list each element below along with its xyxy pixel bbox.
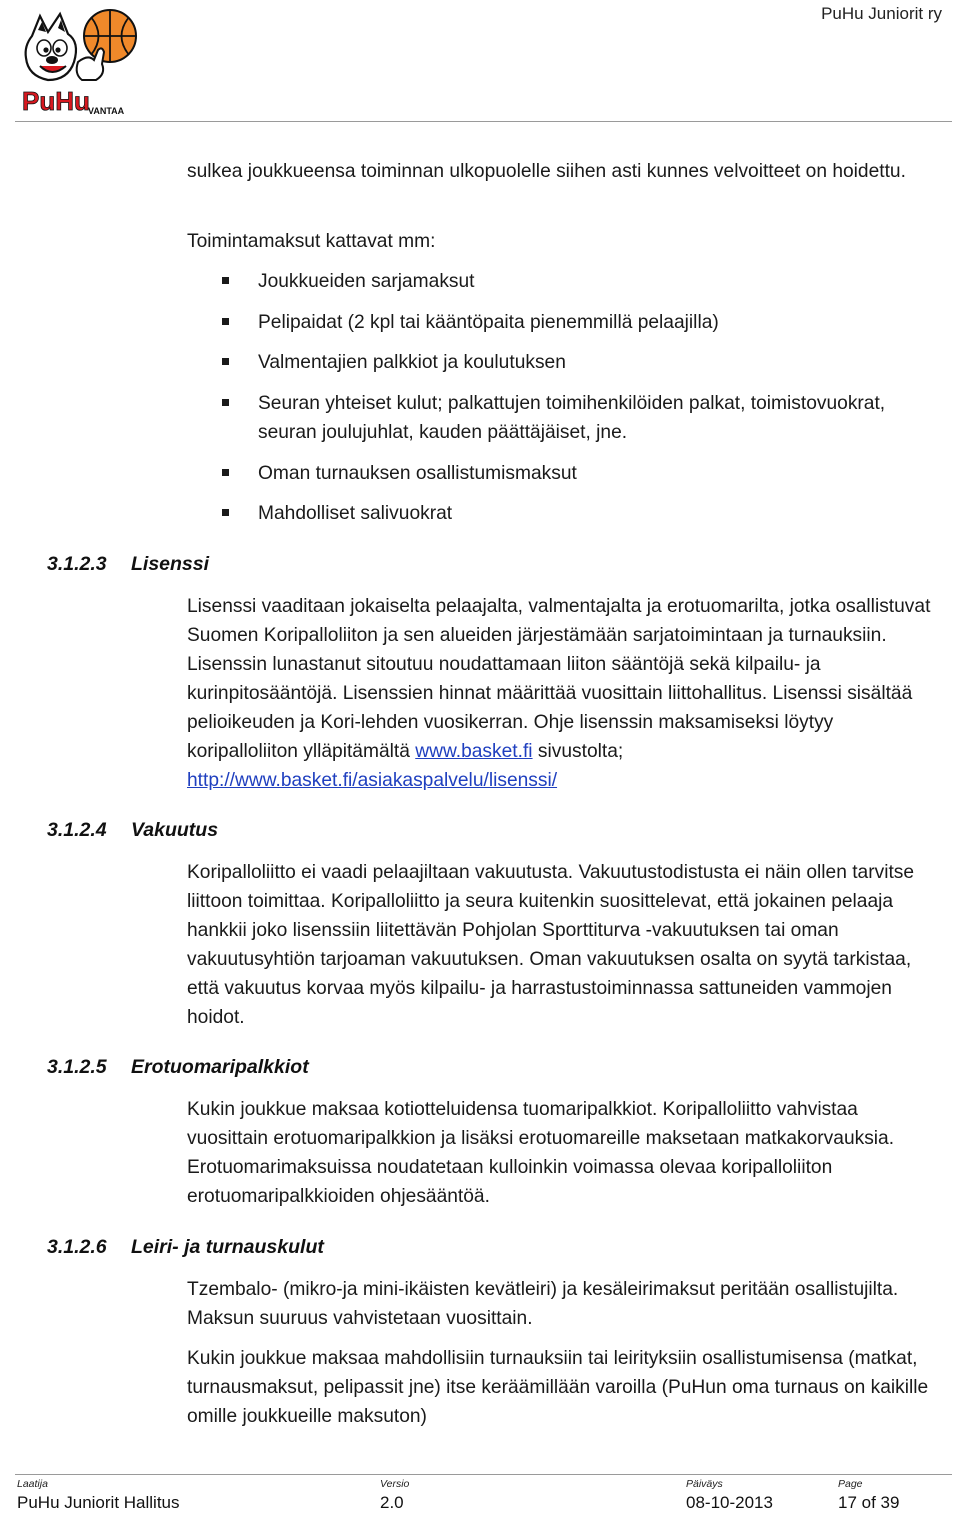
footer-author: Laatija PuHu Juniorit Hallitus <box>17 1478 180 1512</box>
license-info-link[interactable]: http://www.basket.fi/asiakaspalvelu/lisenssi/ <box>187 770 558 791</box>
section-text-vakuutus: Koripalloliitto ei vaadi pelaajiltaan vakuutusta. Vakuutustodistusta ei näin ollen tarvitse liittoon toimittaa. Koripalloliitto ja seura kuitenkin suosittelevat, että jokainen pelaaja hankkii joko lisenssiin liitettävän Pohjolan Sporttiturva -vakuutuksen tai oman vakuutusyhtiön tarjoaman vakuutuksen. Oman vakuutuksen osalta on syytä tarkistaa, että vakuutus korvaa myös kilpailu- ja harrastustoiminnassa sattuneiden vammojen hoidot. <box>187 862 915 1028</box>
section-text-leiri-turnauskulut: Tzembalo- (mikro-ja mini-ikäisten kevätleiri) ja kesäleirimaksut peritään osallistujilta. Maksun suuruus vahvistetaan vuosittain. <box>187 1279 899 1329</box>
puhu-logo <box>18 2 140 118</box>
section-text-leiri-turnauskulut-2: Kukin joukkue maksaa mahdollisiin turnauksiin tai leirityksiin osallistumisensa (matkat, turnausmaksut, pelipassit jne) itse keräämillään varoilla (PuHun oma turnaus on kaikille omille joukkueille maksuton) <box>187 1348 929 1427</box>
square-bullet-icon <box>222 277 229 284</box>
footer-date: Päiväys 08-10-2013 <box>686 1478 773 1512</box>
continued-paragraph: sulkea joukkueensa toiminnan ulkopuolelle siihen asti kunnes velvoitteet on hoidettu. <box>187 161 906 182</box>
section-heading-erotuomaripalkkiot: 3.1.2.5 Erotuomaripalkkiot <box>47 1056 309 1078</box>
list-item: Oman turnauksen osallistumismaksut <box>258 459 908 488</box>
list-item: Valmentajien palkkiot ja koulutuksen <box>258 348 908 377</box>
footer-page: Page 17 of 39 <box>838 1478 900 1512</box>
header-divider <box>15 121 952 122</box>
fees-intro: Toimintamaksut kattavat mm: <box>187 231 436 252</box>
footer-divider <box>15 1474 952 1475</box>
square-bullet-icon <box>222 469 229 476</box>
square-bullet-icon <box>222 318 229 325</box>
basket-fi-link[interactable]: www.basket.fi <box>415 741 533 762</box>
square-bullet-icon <box>222 399 229 406</box>
section-heading-vakuutus: 3.1.2.4 Vakuutus <box>47 819 219 841</box>
section-heading-leiri-turnauskulut: 3.1.2.6 Leiri- ja turnauskulut <box>47 1236 324 1258</box>
section-text-erotuomaripalkkiot: Kukin joukkue maksaa kotiotteluidensa tuomaripalkkiot. Koripalloliitto vahvistaa vuosittain erotuomaripalkkion ja lisäksi erotuomareille maksetaan matkakorvauksia. Erotuomarimaksuissa noudatetaan kulloinkin voimassa olevaa koripalloliiton erotuomaripalkkioiden ohjesääntöä. <box>187 1099 895 1207</box>
square-bullet-icon <box>222 358 229 365</box>
organization-name: PuHu Juniorit ry <box>821 4 942 23</box>
page-footer <box>0 1470 960 1512</box>
logo-brand-text: PuHu <box>22 86 90 116</box>
square-bullet-icon <box>222 509 229 516</box>
list-item: Seuran yhteiset kulut; palkattujen toimihenkilöiden palkat, toimistovuokrat, seuran joulujuhlat, kauden päättäjäiset, jne. <box>258 389 908 447</box>
page-header <box>0 0 960 122</box>
section-heading-lisenssi: 3.1.2.3 Lisenssi <box>47 553 210 575</box>
list-item: Mahdolliset salivuokrat <box>258 499 908 528</box>
puhu-wolf-basketball-logo-icon <box>18 2 140 118</box>
list-item: Pelipaidat (2 kpl tai kääntöpaita pienemmillä pelaajilla) <box>258 308 908 337</box>
logo-city-text: VANTAA <box>88 106 125 116</box>
section-text-lisenssi: Lisenssi vaaditaan jokaiselta pelaajalta, valmentajalta ja erotuomarilta, jotka osallistuvat Suomen Koripalloliiton ja sen alueiden järjestämään sarjatoimintaan ja turnauksiin. Lisenssin lunastanut sitoutuu noudattamaan liiton sääntöjä sekä kilpailu- ja kurinpitosääntöjä. Lisenssien hinnat määrittää vuosittain liittohallitus. Lisenssi sisältää pelioikeuden ja Kori-lehden vuosikerran. Ohje lisenssin maksamiseksi löytyy koripalloliiton ylläpitämältä www.basket.fi sivustolta; http://www.basket.fi/asiakaspalvelu/lisenssi/ <box>187 596 931 791</box>
list-item: Joukkueiden sarjamaksut <box>258 267 908 296</box>
footer-version: Versio 2.0 <box>380 1478 410 1512</box>
